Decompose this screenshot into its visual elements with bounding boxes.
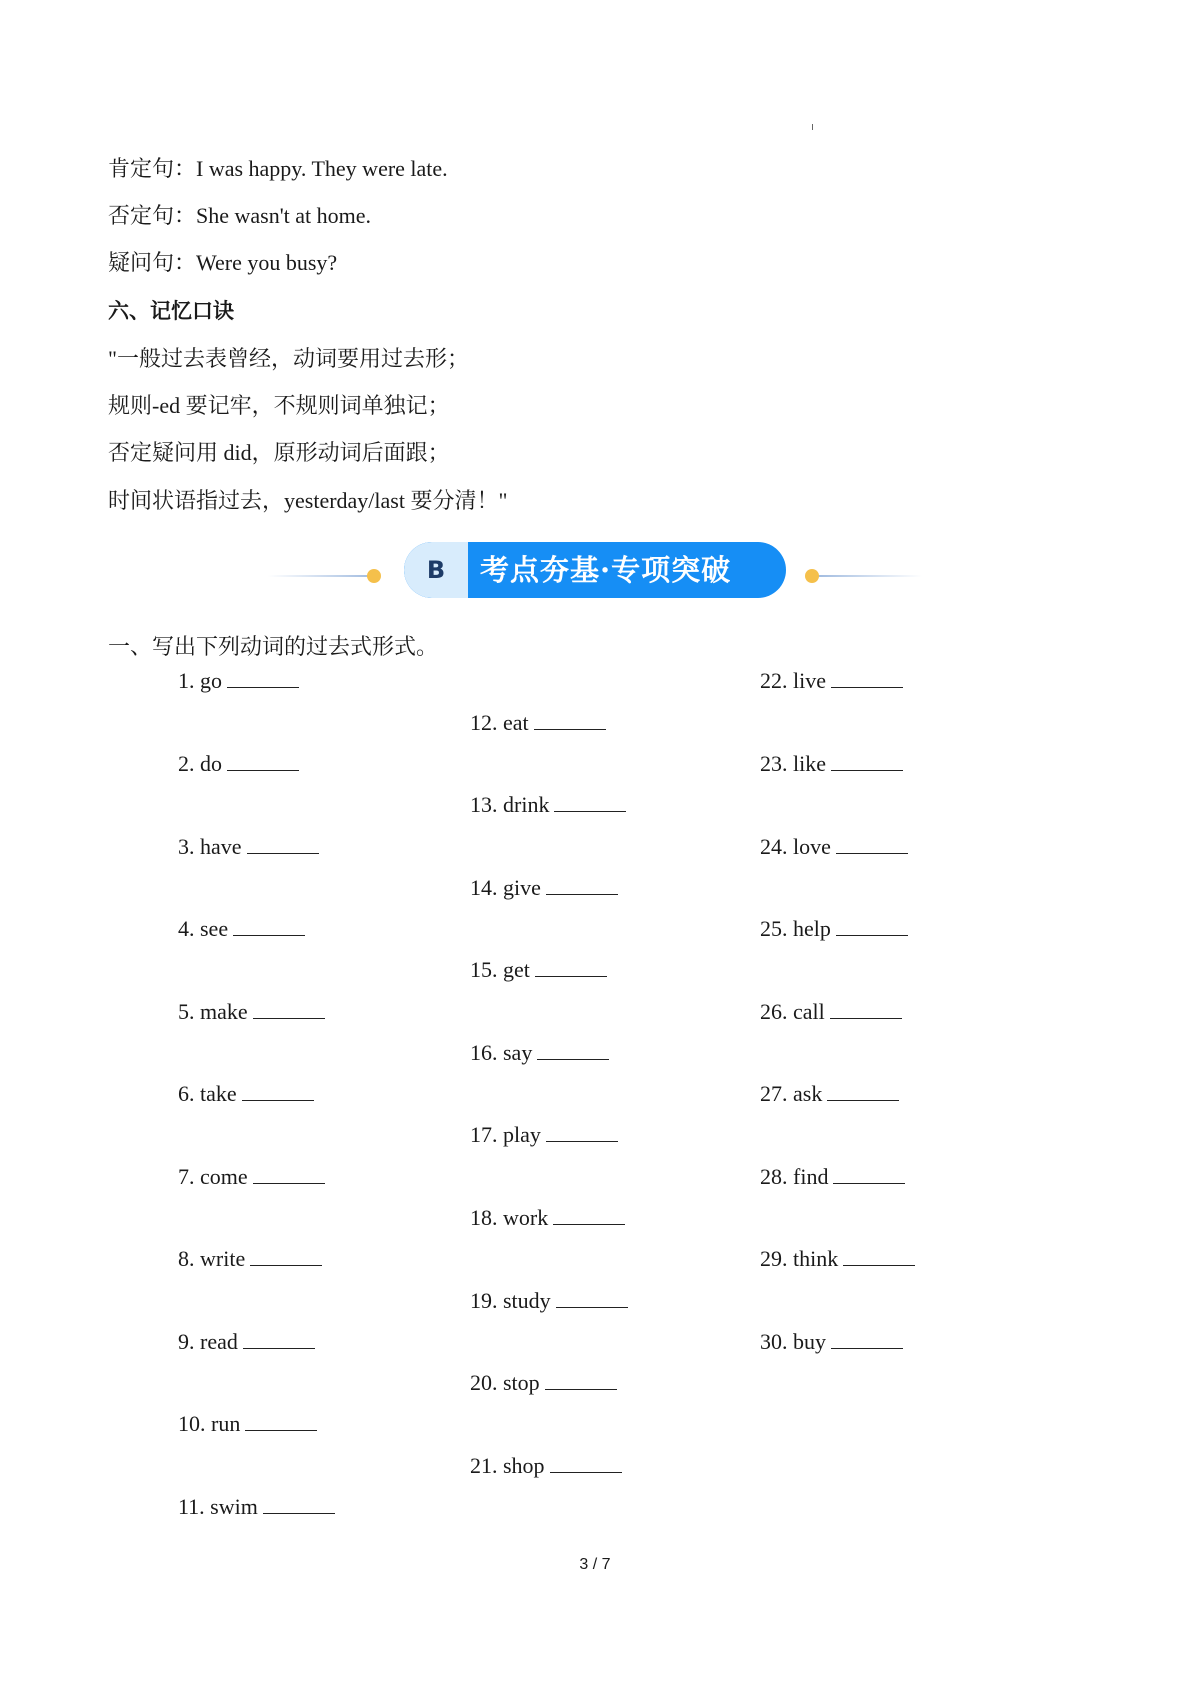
verb-label: 18. work <box>470 1205 549 1230</box>
verb-label: 6. take <box>178 1081 237 1106</box>
verb-item <box>470 1288 628 1314</box>
answer-blank[interactable] <box>550 1454 622 1473</box>
answer-blank[interactable] <box>554 793 626 812</box>
verb-item <box>470 1453 622 1479</box>
verb-label: 20. stop <box>470 1370 540 1395</box>
verb-label: 5. make <box>178 999 248 1024</box>
answer-blank[interactable] <box>546 1123 618 1142</box>
answer-blank[interactable] <box>534 711 606 730</box>
verb-label: 4. see <box>178 916 229 941</box>
verb-label: 24. love <box>760 834 831 859</box>
answer-blank[interactable] <box>833 1165 905 1184</box>
verb-item <box>760 1329 903 1355</box>
verb-item <box>470 1040 609 1066</box>
verb-label: 19. study <box>470 1288 551 1313</box>
answer-blank[interactable] <box>537 1041 609 1060</box>
verb-item <box>178 999 325 1025</box>
answer-blank[interactable] <box>250 1247 322 1266</box>
answer-blank[interactable] <box>243 1330 315 1349</box>
verb-item <box>470 792 626 818</box>
verb-item <box>470 710 606 736</box>
answer-blank[interactable] <box>242 1082 314 1101</box>
banner-title: 考点夯基·专项突破 <box>480 553 732 587</box>
answer-blank[interactable] <box>545 1371 617 1390</box>
verb-item <box>760 999 902 1025</box>
rhyme-line: 规则-ed 要记牢，不规则词单独记； <box>108 393 450 418</box>
answer-blank[interactable] <box>836 917 908 936</box>
verb-item <box>760 1246 915 1272</box>
rhyme-line: 时间状语指过去，yesterday/last 要分清！" <box>108 488 508 513</box>
banner-dot-left <box>367 569 381 583</box>
verb-item <box>760 1164 905 1190</box>
verb-label: 12. eat <box>470 710 529 735</box>
negative-example: 否定句：She wasn't at home. <box>108 203 372 228</box>
affirmative-example: 肯定句：I was happy. They were late. <box>108 156 448 181</box>
answer-blank[interactable] <box>263 1495 335 1514</box>
answer-blank[interactable] <box>836 835 908 854</box>
page-number: 3 / 7 <box>579 1556 611 1573</box>
exercise-instruction: 一、写出下列动词的过去式形式。 <box>108 634 439 659</box>
verb-label: 8. write <box>178 1246 246 1271</box>
verb-item <box>178 1329 315 1355</box>
verb-item <box>470 875 618 901</box>
rhyme-line: 否定疑问用 did，原形动词后面跟； <box>108 440 450 465</box>
answer-blank[interactable] <box>247 835 319 854</box>
answer-blank[interactable] <box>227 669 299 688</box>
verb-label: 17. play <box>470 1122 541 1147</box>
verb-item <box>760 834 908 860</box>
verb-label: 27. ask <box>760 1081 823 1106</box>
verb-label: 9. read <box>178 1329 238 1354</box>
verb-label: 7. come <box>178 1164 248 1189</box>
banner-badge: B <box>404 542 468 598</box>
verb-item <box>178 834 319 860</box>
verb-item <box>760 751 903 777</box>
verb-item <box>470 1205 625 1231</box>
answer-blank[interactable] <box>830 1000 902 1019</box>
verb-label: 21. shop <box>470 1453 545 1478</box>
verb-label: 13. drink <box>470 792 550 817</box>
verb-label: 30. buy <box>760 1329 826 1354</box>
verb-label: 23. like <box>760 751 826 776</box>
section-banner <box>268 540 922 600</box>
answer-blank[interactable] <box>546 876 618 895</box>
banner-rule-right <box>815 575 922 577</box>
verb-item <box>760 668 903 694</box>
verb-label: 14. give <box>470 875 541 900</box>
verb-label: 11. swim <box>178 1494 258 1519</box>
verb-item <box>760 1081 899 1107</box>
answer-blank[interactable] <box>831 669 903 688</box>
answer-blank[interactable] <box>556 1289 628 1308</box>
verb-item <box>178 1164 325 1190</box>
verb-label: 2. do <box>178 751 222 776</box>
answer-blank[interactable] <box>233 917 305 936</box>
verb-item <box>178 751 299 777</box>
verb-label: 3. have <box>178 834 242 859</box>
scan-mark <box>812 124 813 130</box>
verb-item <box>178 1246 322 1272</box>
verb-item <box>178 1081 314 1107</box>
verb-label: 26. call <box>760 999 825 1024</box>
answer-blank[interactable] <box>843 1247 915 1266</box>
question-example: 疑问句：Were you busy? <box>108 250 338 275</box>
verb-label: 25. help <box>760 916 831 941</box>
banner-rule-left <box>268 575 375 577</box>
verb-label: 1. go <box>178 668 222 693</box>
banner-dot-right <box>805 569 819 583</box>
verb-item <box>178 668 299 694</box>
verb-item <box>470 957 607 983</box>
banner-pill <box>404 542 786 598</box>
verb-item <box>470 1122 618 1148</box>
verb-item <box>470 1370 617 1396</box>
verb-item <box>760 916 908 942</box>
answer-blank[interactable] <box>553 1206 625 1225</box>
rhyme-line: "一般过去表曾经，动词要用过去形； <box>108 346 469 371</box>
verb-label: 16. say <box>470 1040 533 1065</box>
verb-item <box>178 916 305 942</box>
verb-label: 10. run <box>178 1411 241 1436</box>
answer-blank[interactable] <box>227 752 299 771</box>
answer-blank[interactable] <box>827 1082 899 1101</box>
answer-blank[interactable] <box>831 752 903 771</box>
answer-blank[interactable] <box>535 958 607 977</box>
verb-label: 29. think <box>760 1246 839 1271</box>
verb-label: 28. find <box>760 1164 829 1189</box>
answer-blank[interactable] <box>253 1165 325 1184</box>
verb-item <box>178 1411 317 1437</box>
verb-item <box>178 1494 335 1520</box>
verb-label: 15. get <box>470 957 530 982</box>
answer-blank[interactable] <box>831 1330 903 1349</box>
verb-label: 22. live <box>760 668 826 693</box>
answer-blank[interactable] <box>245 1412 317 1431</box>
section-heading: 六、记忆口诀 <box>108 299 234 323</box>
answer-blank[interactable] <box>253 1000 325 1019</box>
